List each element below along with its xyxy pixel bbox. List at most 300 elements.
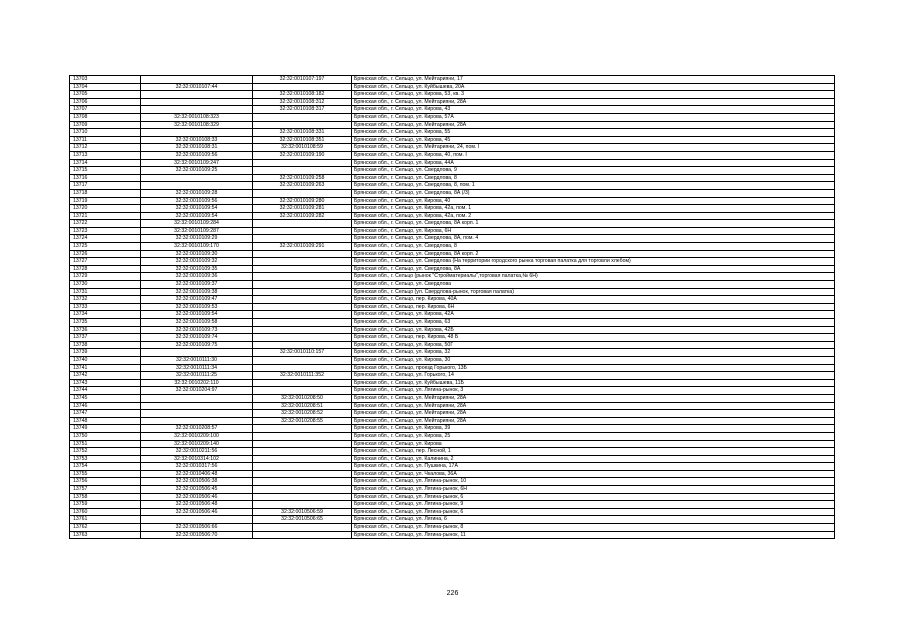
building-cadastral-number-cell: 32:32:0010111:352 bbox=[253, 372, 352, 380]
land-cadastral-number-cell: 32:32:0010211:56 bbox=[141, 448, 253, 456]
land-cadastral-number-cell: 32:32:0010109:38 bbox=[141, 288, 253, 296]
table-row bbox=[70, 151, 835, 159]
row-number-cell: 13739 bbox=[70, 349, 141, 357]
building-cadastral-number-cell: 32:32:0010108:317 bbox=[253, 106, 352, 114]
building-cadastral-number-cell bbox=[253, 113, 352, 121]
row-number-cell: 13744 bbox=[70, 387, 141, 395]
table-row bbox=[70, 144, 835, 152]
row-number-cell: 13758 bbox=[70, 493, 141, 501]
row-number-cell: 13743 bbox=[70, 379, 141, 387]
row-number-cell: 13722 bbox=[70, 220, 141, 228]
address-cell: Брянская обл., г. Сельцо, ул. Кирова, 44А bbox=[352, 159, 835, 167]
row-number-cell: 13751 bbox=[70, 440, 141, 448]
land-cadastral-number-cell: 32:32:0010109:54 bbox=[141, 205, 253, 213]
table-row bbox=[70, 91, 835, 99]
row-number-cell: 13760 bbox=[70, 508, 141, 516]
address-cell: Брянская обл., г. Сельцо, ул. Пушкина, 17А bbox=[352, 463, 835, 471]
row-number-cell: 13740 bbox=[70, 356, 141, 364]
land-cadastral-number-cell: 32:32:0010111:34 bbox=[141, 364, 253, 372]
address-cell: Брянская обл., г. Сельцо, ул. Мейтарияни, 28А bbox=[352, 410, 835, 418]
address-cell: Брянская обл., г. Сельцо (рынок "Стройматериалы",торговая палатка,№ 6Н) bbox=[352, 273, 835, 281]
row-number-cell: 13705 bbox=[70, 91, 141, 99]
building-cadastral-number-cell bbox=[253, 159, 352, 167]
building-cadastral-number-cell: 32:32:0010109:282 bbox=[253, 212, 352, 220]
address-cell: Брянская обл., г. Сельцо, ул. Свердлова bbox=[352, 281, 835, 289]
land-cadastral-number-cell: 32:32:0010107:44 bbox=[141, 83, 253, 91]
building-cadastral-number-cell: 32:32:0010506:59 bbox=[253, 508, 352, 516]
row-number-cell: 13750 bbox=[70, 432, 141, 440]
address-cell: Брянская обл., г. Сельцо, ул. Кирова, 42А bbox=[352, 311, 835, 319]
address-cell: Брянская обл., г. Сельцо, пер. Кирова, 6Н bbox=[352, 303, 835, 311]
land-cadastral-number-cell: 32:32:0010208:57 bbox=[141, 425, 253, 433]
table-row bbox=[70, 372, 835, 380]
table-row bbox=[70, 189, 835, 197]
row-number-cell: 13763 bbox=[70, 531, 141, 539]
table-row bbox=[70, 425, 835, 433]
row-number-cell: 13762 bbox=[70, 524, 141, 532]
address-cell: Брянская обл., г. Сельцо, ул. Кирова, 55 bbox=[352, 129, 835, 137]
building-cadastral-number-cell: 32:32:0010109:291 bbox=[253, 243, 352, 251]
row-number-cell: 13741 bbox=[70, 364, 141, 372]
table-row bbox=[70, 106, 835, 114]
building-cadastral-number-cell bbox=[253, 227, 352, 235]
registry-table bbox=[69, 75, 835, 539]
building-cadastral-number-cell bbox=[253, 189, 352, 197]
table-row bbox=[70, 319, 835, 327]
address-cell: Брянская обл., г. Сельцо, ул. Лягина-рынок, 10 bbox=[352, 478, 835, 486]
land-cadastral-number-cell: 32:32:0010108:31 bbox=[141, 144, 253, 152]
building-cadastral-number-cell bbox=[253, 364, 352, 372]
land-cadastral-number-cell bbox=[141, 91, 253, 99]
building-cadastral-number-cell bbox=[253, 524, 352, 532]
land-cadastral-number-cell: 32:32:0010109:25 bbox=[141, 167, 253, 175]
table-row bbox=[70, 174, 835, 182]
land-cadastral-number-cell: 32:32:0010506:66 bbox=[141, 524, 253, 532]
land-cadastral-number-cell: 32:32:0010109:247 bbox=[141, 159, 253, 167]
land-cadastral-number-cell: 32:32:0010314:102 bbox=[141, 455, 253, 463]
table-row bbox=[70, 205, 835, 213]
table-row bbox=[70, 417, 835, 425]
table-row bbox=[70, 281, 835, 289]
building-cadastral-number-cell bbox=[253, 167, 352, 175]
row-number-cell: 13761 bbox=[70, 516, 141, 524]
land-cadastral-number-cell: 32:32:0010109:58 bbox=[141, 319, 253, 327]
row-number-cell: 13725 bbox=[70, 243, 141, 251]
row-number-cell: 13752 bbox=[70, 448, 141, 456]
land-cadastral-number-cell: 32:32:0010406:48 bbox=[141, 470, 253, 478]
row-number-cell: 13714 bbox=[70, 159, 141, 167]
land-cadastral-number-cell bbox=[141, 349, 253, 357]
land-cadastral-number-cell: 32:32:0010506:46 bbox=[141, 493, 253, 501]
address-cell: Брянская обл., г. Сельцо, ул. Кирова, 40, пом. I bbox=[352, 151, 835, 159]
address-cell: Брянская обл., г. Сельцо, ул. Свердлова (На территории городского рынка торговая палатка для торговли хлебом) bbox=[352, 258, 835, 266]
address-cell: Брянская обл., г. Сельцо, ул. Кирова, 57А bbox=[352, 113, 835, 121]
row-number-cell: 13723 bbox=[70, 227, 141, 235]
table-row bbox=[70, 486, 835, 494]
address-cell: Брянская обл., г. Сельцо, ул. Свердлова, 8А (/3) bbox=[352, 189, 835, 197]
table-row bbox=[70, 220, 835, 228]
building-cadastral-number-cell bbox=[253, 265, 352, 273]
table-row bbox=[70, 265, 835, 273]
table-row bbox=[70, 167, 835, 175]
table-row bbox=[70, 273, 835, 281]
building-cadastral-number-cell: 32:32:0010208:51 bbox=[253, 402, 352, 410]
land-cadastral-number-cell: 32:32:0010506:70 bbox=[141, 531, 253, 539]
address-cell: Брянская обл., г. Сельцо, ул. Мейтарияни, 28А bbox=[352, 402, 835, 410]
row-number-cell: 13736 bbox=[70, 326, 141, 334]
land-cadastral-number-cell: 32:32:0010109:32 bbox=[141, 258, 253, 266]
row-number-cell: 13707 bbox=[70, 106, 141, 114]
building-cadastral-number-cell bbox=[253, 235, 352, 243]
building-cadastral-number-cell bbox=[253, 334, 352, 342]
table-row bbox=[70, 387, 835, 395]
address-cell: Брянская обл., г. Сельцо, ул. Мейтарияни, 24, пом. I bbox=[352, 144, 835, 152]
address-cell: Брянская обл., г. Сельцо, ул. Кирова, 63 bbox=[352, 319, 835, 327]
table-row bbox=[70, 98, 835, 106]
table-row bbox=[70, 296, 835, 304]
building-cadastral-number-cell bbox=[253, 296, 352, 304]
registry-table-body bbox=[70, 76, 835, 539]
land-cadastral-number-cell: 32:32:0010109:28 bbox=[141, 189, 253, 197]
row-number-cell: 13749 bbox=[70, 425, 141, 433]
address-cell: Брянская обл., г. Сельцо, ул. Свердлова, 8, пом. 1 bbox=[352, 182, 835, 190]
land-cadastral-number-cell: 32:32:0010506:45 bbox=[141, 486, 253, 494]
land-cadastral-number-cell bbox=[141, 106, 253, 114]
building-cadastral-number-cell: 32:32:0010208:52 bbox=[253, 410, 352, 418]
table-row bbox=[70, 410, 835, 418]
address-cell: Брянская обл., г. Сельцо, пер. Лесной, 1 bbox=[352, 448, 835, 456]
address-cell: Брянская обл., г. Сельцо, ул. Кирова, 30 bbox=[352, 356, 835, 364]
table-row bbox=[70, 212, 835, 220]
address-cell: Брянская обл., г. Сельцо, ул. Лягина-рынок, 6Н bbox=[352, 486, 835, 494]
address-cell: Брянская обл., г. Сельцо, ул. Кирова, 53, кв. 3 bbox=[352, 91, 835, 99]
row-number-cell: 13715 bbox=[70, 167, 141, 175]
land-cadastral-number-cell bbox=[141, 402, 253, 410]
land-cadastral-number-cell: 32:32:0010209:140 bbox=[141, 440, 253, 448]
address-cell: Брянская обл., г. Сельцо, ул. Лягина, 6 bbox=[352, 516, 835, 524]
building-cadastral-number-cell: 32:32:0010506:65 bbox=[253, 516, 352, 524]
address-cell: Брянская обл., г. Сельцо, проезд Горького, 13Б bbox=[352, 364, 835, 372]
table-row bbox=[70, 379, 835, 387]
table-row bbox=[70, 463, 835, 471]
land-cadastral-number-cell: 32:32:0010109:54 bbox=[141, 311, 253, 319]
building-cadastral-number-cell: 32:32:0010108:331 bbox=[253, 129, 352, 137]
row-number-cell: 13713 bbox=[70, 151, 141, 159]
land-cadastral-number-cell: 32:32:0010202:110 bbox=[141, 379, 253, 387]
land-cadastral-number-cell: 32:32:0010108:323 bbox=[141, 113, 253, 121]
building-cadastral-number-cell bbox=[253, 319, 352, 327]
building-cadastral-number-cell bbox=[253, 379, 352, 387]
table-row bbox=[70, 227, 835, 235]
table-row bbox=[70, 258, 835, 266]
building-cadastral-number-cell bbox=[253, 470, 352, 478]
building-cadastral-number-cell: 32:32:0010108:351 bbox=[253, 136, 352, 144]
row-number-cell: 13709 bbox=[70, 121, 141, 129]
table-row bbox=[70, 356, 835, 364]
table-row bbox=[70, 394, 835, 402]
table-row bbox=[70, 334, 835, 342]
row-number-cell: 13720 bbox=[70, 205, 141, 213]
row-number-cell: 13753 bbox=[70, 455, 141, 463]
land-cadastral-number-cell bbox=[141, 182, 253, 190]
address-cell: Брянская обл., г. Сельцо, ул. Свердлова, 8А bbox=[352, 265, 835, 273]
table-row bbox=[70, 478, 835, 486]
address-cell: Брянская обл., г. Сельцо, ул. Мейтарияни, 28А bbox=[352, 121, 835, 129]
table-row bbox=[70, 250, 835, 258]
land-cadastral-number-cell: 32:32:0010111:25 bbox=[141, 372, 253, 380]
row-number-cell: 13717 bbox=[70, 182, 141, 190]
land-cadastral-number-cell: 32:32:0010109:53 bbox=[141, 303, 253, 311]
row-number-cell: 13727 bbox=[70, 258, 141, 266]
row-number-cell: 13704 bbox=[70, 83, 141, 91]
row-number-cell: 13718 bbox=[70, 189, 141, 197]
address-cell: Брянская обл., г. Сельцо, ул. Лягина-рынок, 8 bbox=[352, 524, 835, 532]
building-cadastral-number-cell: 32:32:0010109:280 bbox=[253, 197, 352, 205]
row-number-cell: 13731 bbox=[70, 288, 141, 296]
building-cadastral-number-cell bbox=[253, 531, 352, 539]
building-cadastral-number-cell bbox=[253, 387, 352, 395]
building-cadastral-number-cell bbox=[253, 478, 352, 486]
building-cadastral-number-cell bbox=[253, 493, 352, 501]
building-cadastral-number-cell bbox=[253, 288, 352, 296]
land-cadastral-number-cell: 32:32:0010109:75 bbox=[141, 341, 253, 349]
land-cadastral-number-cell bbox=[141, 76, 253, 84]
table-row bbox=[70, 136, 835, 144]
table-row bbox=[70, 493, 835, 501]
building-cadastral-number-cell bbox=[253, 258, 352, 266]
building-cadastral-number-cell: 32:32:0010108:312 bbox=[253, 98, 352, 106]
building-cadastral-number-cell: 32:32:0010109:281 bbox=[253, 205, 352, 213]
building-cadastral-number-cell bbox=[253, 501, 352, 509]
building-cadastral-number-cell bbox=[253, 448, 352, 456]
land-cadastral-number-cell: 32:32:0010109:56 bbox=[141, 197, 253, 205]
row-number-cell: 13748 bbox=[70, 417, 141, 425]
building-cadastral-number-cell: 32:32:0010110:157 bbox=[253, 349, 352, 357]
land-cadastral-number-cell: 32:32:0010204:97 bbox=[141, 387, 253, 395]
table-row bbox=[70, 524, 835, 532]
row-number-cell: 13732 bbox=[70, 296, 141, 304]
address-cell: Брянская обл., г. Сельцо, ул. Калинина, 2 bbox=[352, 455, 835, 463]
building-cadastral-number-cell: 32:32:0010208:55 bbox=[253, 417, 352, 425]
land-cadastral-number-cell: 32:32:0010109:37 bbox=[141, 281, 253, 289]
table-row bbox=[70, 197, 835, 205]
building-cadastral-number-cell bbox=[253, 83, 352, 91]
building-cadastral-number-cell: 32:32:0010109:190 bbox=[253, 151, 352, 159]
address-cell: Брянская обл., г. Сельцо, ул. Свердлова, 8А, пом. 4 bbox=[352, 235, 835, 243]
land-cadastral-number-cell: 32:32:0010108:329 bbox=[141, 121, 253, 129]
row-number-cell: 13703 bbox=[70, 76, 141, 84]
row-number-cell: 13735 bbox=[70, 319, 141, 327]
address-cell: Брянская обл., г. Сельцо, ул. Горького, 14 bbox=[352, 372, 835, 380]
address-cell: Брянская обл., г. Сельцо, ул. Свердлова, 8 bbox=[352, 174, 835, 182]
land-cadastral-number-cell: 32:32:0010109:30 bbox=[141, 250, 253, 258]
table-row bbox=[70, 341, 835, 349]
building-cadastral-number-cell: 32:32:0010108:182 bbox=[253, 91, 352, 99]
land-cadastral-number-cell: 32:32:0010506:48 bbox=[141, 501, 253, 509]
address-cell: Брянская обл., г. Сельцо, ул. Кирова, 42Б bbox=[352, 326, 835, 334]
row-number-cell: 13747 bbox=[70, 410, 141, 418]
row-number-cell: 13726 bbox=[70, 250, 141, 258]
address-cell: Брянская обл., г. Сельцо, ул. Куйбышева, 11Б bbox=[352, 379, 835, 387]
row-number-cell: 13716 bbox=[70, 174, 141, 182]
building-cadastral-number-cell bbox=[253, 341, 352, 349]
address-cell: Брянская обл., г. Сельцо, ул. Кирова, 45 bbox=[352, 136, 835, 144]
building-cadastral-number-cell bbox=[253, 121, 352, 129]
building-cadastral-number-cell bbox=[253, 311, 352, 319]
building-cadastral-number-cell bbox=[253, 425, 352, 433]
building-cadastral-number-cell bbox=[253, 455, 352, 463]
table-row bbox=[70, 243, 835, 251]
land-cadastral-number-cell: 32:32:0010109:29 bbox=[141, 235, 253, 243]
address-cell: Брянская обл., г. Сельцо, ул. Кирова, 40 bbox=[352, 197, 835, 205]
row-number-cell: 13729 bbox=[70, 273, 141, 281]
table-row bbox=[70, 326, 835, 334]
address-cell: Брянская обл., г. Сельцо, ул. Кирова, 50Г bbox=[352, 341, 835, 349]
table-row bbox=[70, 83, 835, 91]
address-cell: Брянская обл., г. Сельцо, ул. Лягина-рынок, 6 bbox=[352, 508, 835, 516]
building-cadastral-number-cell bbox=[253, 326, 352, 334]
land-cadastral-number-cell: 32:32:0010109:47 bbox=[141, 296, 253, 304]
table-row bbox=[70, 113, 835, 121]
table-row bbox=[70, 516, 835, 524]
land-cadastral-number-cell: 32:32:0010109:284 bbox=[141, 220, 253, 228]
building-cadastral-number-cell bbox=[253, 463, 352, 471]
land-cadastral-number-cell bbox=[141, 410, 253, 418]
address-cell: Брянская обл., г. Сельцо, ул. Лягина-рынок, 11 bbox=[352, 531, 835, 539]
address-cell: Брянская обл., г. Сельцо, ул. Куйбышева, 20А bbox=[352, 83, 835, 91]
building-cadastral-number-cell bbox=[253, 250, 352, 258]
address-cell: Брянская обл., г. Сельцо, ул. Кирова, 6Н bbox=[352, 227, 835, 235]
land-cadastral-number-cell: 32:32:0010111:30 bbox=[141, 356, 253, 364]
address-cell: Брянская обл., г. Сельцо, ул. Свердлова, 8 bbox=[352, 243, 835, 251]
building-cadastral-number-cell bbox=[253, 440, 352, 448]
address-cell: Брянская обл., г. Сельцо, ул. Свердлова, 8А корп. 1 bbox=[352, 220, 835, 228]
land-cadastral-number-cell: 32:32:0010109:54 bbox=[141, 212, 253, 220]
row-number-cell: 13724 bbox=[70, 235, 141, 243]
table-row bbox=[70, 349, 835, 357]
table-row bbox=[70, 121, 835, 129]
table-row bbox=[70, 531, 835, 539]
row-number-cell: 13738 bbox=[70, 341, 141, 349]
table-row bbox=[70, 288, 835, 296]
row-number-cell: 13706 bbox=[70, 98, 141, 106]
row-number-cell: 13757 bbox=[70, 486, 141, 494]
land-cadastral-number-cell bbox=[141, 98, 253, 106]
land-cadastral-number-cell: 32:32:0010109:35 bbox=[141, 265, 253, 273]
land-cadastral-number-cell bbox=[141, 516, 253, 524]
row-number-cell: 13759 bbox=[70, 501, 141, 509]
address-cell: Брянская обл., г. Сельцо, ул. Кирова, 39 bbox=[352, 425, 835, 433]
building-cadastral-number-cell bbox=[253, 273, 352, 281]
address-cell: Брянская обл., г. Сельцо, ул. Свердлова, 8А корп. 2 bbox=[352, 250, 835, 258]
table-row bbox=[70, 402, 835, 410]
building-cadastral-number-cell: 32:32:0010107:197 bbox=[253, 76, 352, 84]
address-cell: Брянская обл., г. Сельцо, ул. Кирова, 25 bbox=[352, 432, 835, 440]
row-number-cell: 13721 bbox=[70, 212, 141, 220]
row-number-cell: 13733 bbox=[70, 303, 141, 311]
building-cadastral-number-cell bbox=[253, 281, 352, 289]
row-number-cell: 13756 bbox=[70, 478, 141, 486]
table-row bbox=[70, 311, 835, 319]
table-row bbox=[70, 159, 835, 167]
land-cadastral-number-cell bbox=[141, 394, 253, 402]
row-number-cell: 13730 bbox=[70, 281, 141, 289]
table-row bbox=[70, 470, 835, 478]
land-cadastral-number-cell: 32:32:0010109:56 bbox=[141, 151, 253, 159]
row-number-cell: 13745 bbox=[70, 394, 141, 402]
address-cell: Брянская обл., г. Сельцо, ул. Лягина-рынок, 9 bbox=[352, 501, 835, 509]
row-number-cell: 13712 bbox=[70, 144, 141, 152]
land-cadastral-number-cell bbox=[141, 129, 253, 137]
table-row bbox=[70, 129, 835, 137]
land-cadastral-number-cell: 32:32:0010108:33 bbox=[141, 136, 253, 144]
land-cadastral-number-cell: 32:32:0010109:287 bbox=[141, 227, 253, 235]
table-row bbox=[70, 501, 835, 509]
row-number-cell: 13737 bbox=[70, 334, 141, 342]
address-cell: Брянская обл., г. Сельцо, ул. Мейтарияни, 28А bbox=[352, 98, 835, 106]
row-number-cell: 13746 bbox=[70, 402, 141, 410]
address-cell: Брянская обл., г. Сельцо, ул. Лягина-рынок, 3 bbox=[352, 387, 835, 395]
row-number-cell: 13719 bbox=[70, 197, 141, 205]
table-row bbox=[70, 303, 835, 311]
land-cadastral-number-cell: 32:32:0010506:38 bbox=[141, 478, 253, 486]
land-cadastral-number-cell: 32:32:0010109:74 bbox=[141, 334, 253, 342]
table-row bbox=[70, 76, 835, 84]
land-cadastral-number-cell: 32:32:0010109:73 bbox=[141, 326, 253, 334]
table-row bbox=[70, 448, 835, 456]
address-cell: Брянская обл., г. Сельцо, пер. Кирова, 48 Б bbox=[352, 334, 835, 342]
building-cadastral-number-cell bbox=[253, 432, 352, 440]
row-number-cell: 13754 bbox=[70, 463, 141, 471]
building-cadastral-number-cell: 32:32:0010108:59 bbox=[253, 144, 352, 152]
building-cadastral-number-cell bbox=[253, 356, 352, 364]
building-cadastral-number-cell: 32:32:0010109:263 bbox=[253, 182, 352, 190]
row-number-cell: 13734 bbox=[70, 311, 141, 319]
building-cadastral-number-cell: 32:32:0010109:258 bbox=[253, 174, 352, 182]
land-cadastral-number-cell: 32:32:0010209:100 bbox=[141, 432, 253, 440]
table-row bbox=[70, 432, 835, 440]
table-row bbox=[70, 182, 835, 190]
address-cell: Брянская обл., г. Сельцо, ул. Мейтарияни, 17 bbox=[352, 76, 835, 84]
land-cadastral-number-cell: 32:32:0010109:36 bbox=[141, 273, 253, 281]
table-row bbox=[70, 455, 835, 463]
land-cadastral-number-cell bbox=[141, 174, 253, 182]
table-row bbox=[70, 364, 835, 372]
address-cell: Брянская обл., г. Сельцо, ул. Кирова, 42а, пом. 2 bbox=[352, 212, 835, 220]
building-cadastral-number-cell bbox=[253, 220, 352, 228]
land-cadastral-number-cell: 32:32:0010109:170 bbox=[141, 243, 253, 251]
row-number-cell: 13710 bbox=[70, 129, 141, 137]
row-number-cell: 13742 bbox=[70, 372, 141, 380]
land-cadastral-number-cell bbox=[141, 417, 253, 425]
address-cell: Брянская обл., г. Сельцо, пер. Кирова, 40А bbox=[352, 296, 835, 304]
address-cell: Брянская обл., г. Сельцо, ул. Кирова bbox=[352, 440, 835, 448]
table-row bbox=[70, 508, 835, 516]
land-cadastral-number-cell: 32:32:0010506:46 bbox=[141, 508, 253, 516]
row-number-cell: 13708 bbox=[70, 113, 141, 121]
address-cell: Брянская обл., г. Сельцо, ул. Чкалова, 36А bbox=[352, 470, 835, 478]
land-cadastral-number-cell: 32:32:0010317:56 bbox=[141, 463, 253, 471]
page-number: 226 bbox=[446, 590, 459, 597]
row-number-cell: 13711 bbox=[70, 136, 141, 144]
row-number-cell: 13728 bbox=[70, 265, 141, 273]
address-cell: Брянская обл., г. Сельцо, ул. Кирова, 43 bbox=[352, 106, 835, 114]
address-cell: Брянская обл., г. Сельцо, ул. Кирова, 32 bbox=[352, 349, 835, 357]
table-row bbox=[70, 440, 835, 448]
building-cadastral-number-cell bbox=[253, 303, 352, 311]
address-cell: Брянская обл., г. Сельцо, ул. Свердлова, 9 bbox=[352, 167, 835, 175]
building-cadastral-number-cell: 32:32:0010208:50 bbox=[253, 394, 352, 402]
